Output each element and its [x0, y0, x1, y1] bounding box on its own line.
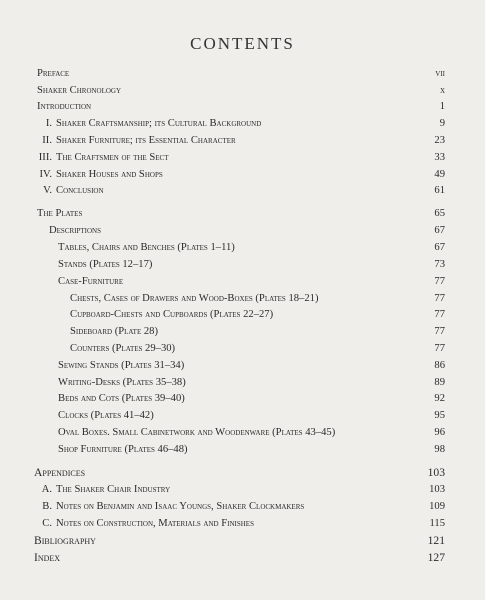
toc-entry-label: Case-Furniture — [58, 276, 124, 287]
toc-entry — [0, 206, 485, 222]
toc-entry-label: Shop Furniture (Plates 46–48) — [58, 444, 188, 455]
toc-entry — [0, 99, 485, 115]
toc-entry-page: 86 — [434, 360, 445, 371]
toc-entry-page: 96 — [434, 427, 445, 438]
toc-entry-label: Introduction — [37, 101, 92, 112]
toc-entry-label: Oval Boxes. Small Cabinetwork and Woodenware (Plates 43–45) — [58, 427, 336, 438]
toc-entry-label: Descriptions — [49, 225, 101, 236]
toc-entry-page: 103 — [427, 466, 445, 479]
toc-entry-label: Clocks (Plates 41–42) — [58, 410, 154, 421]
toc-entry — [0, 324, 485, 340]
toc-entry-page: 77 — [434, 326, 445, 337]
toc-entry-page: 89 — [434, 377, 445, 388]
toc-entry — [0, 341, 485, 357]
toc-entry-page: 67 — [434, 242, 445, 253]
toc-entry-page: 103 — [429, 484, 445, 495]
toc-entry-label: Conclusion — [56, 185, 104, 196]
toc-entry — [0, 150, 485, 166]
toc-entry — [0, 116, 485, 132]
toc-entry-page: 77 — [434, 309, 445, 320]
toc-entry — [0, 425, 485, 441]
toc-entry — [0, 442, 485, 458]
toc-entry-page: 23 — [434, 135, 445, 146]
toc-entry-number: C. — [42, 518, 52, 529]
toc-entry-page: 109 — [429, 501, 445, 512]
toc-entry-label: Stands (Plates 12–17) — [58, 259, 153, 270]
toc-entry-number: V. — [43, 185, 52, 196]
toc-entry — [0, 375, 485, 391]
toc-entry-label: Shaker Chronology — [37, 85, 122, 96]
toc-entry-number: A. — [41, 484, 52, 495]
toc-entry — [0, 358, 485, 374]
toc-entry — [0, 274, 485, 290]
toc-entry-label: Index — [34, 551, 61, 564]
toc-entry-page: 115 — [429, 518, 445, 529]
toc-entry-label: Tables, Chairs and Benches (Plates 1–11) — [58, 242, 235, 253]
toc-entry-label: Counters (Plates 29–30) — [70, 343, 176, 354]
toc-entry-page: 67 — [434, 225, 445, 236]
toc-entry — [0, 307, 485, 323]
toc-entry — [0, 257, 485, 273]
toc-entry-label: The Plates — [37, 208, 83, 219]
toc-entry — [0, 240, 485, 256]
toc-entry — [0, 391, 485, 407]
toc-entry-number: B. — [42, 501, 52, 512]
toc-entry-number: I. — [45, 118, 52, 129]
toc-entry-number: II. — [42, 135, 52, 146]
toc-entry-page: 127 — [427, 551, 445, 564]
toc-entry-page: 92 — [434, 393, 445, 404]
toc-entry-page: 77 — [434, 343, 445, 354]
toc-entry-page: 121 — [427, 534, 445, 547]
toc-entry — [0, 408, 485, 424]
toc-entry-page: 95 — [434, 410, 445, 421]
toc-entry-label: Shaker Furniture; its Essential Character — [56, 135, 236, 146]
toc-entry-label: Writing-Desks (Plates 35–38) — [58, 377, 186, 388]
toc-entry — [0, 167, 485, 183]
toc-entry — [0, 223, 485, 239]
toc-entry-label: Sewing Stands (Plates 31–34) — [58, 360, 185, 371]
toc-entry-label: Preface — [37, 68, 70, 79]
toc-entry-label: Cupboard-Chests and Cupboards (Plates 22–27) — [70, 309, 274, 320]
toc-entry — [0, 133, 485, 149]
toc-entry-label: Chests, Cases of Drawers and Wood-Boxes (Plates 18–21) — [70, 293, 319, 304]
toc-entry — [0, 465, 485, 481]
toc-entry-page: 61 — [434, 185, 445, 196]
toc-entry-label: Beds and Cots (Plates 39–40) — [58, 393, 185, 404]
toc-entry-page: 49 — [434, 169, 445, 180]
toc-entry — [0, 533, 485, 549]
toc-entry-label: Notes on Construction, Materials and Finishes — [56, 518, 254, 529]
toc-entry-page: 73 — [434, 259, 445, 270]
toc-entry-page: 1 — [439, 101, 445, 112]
toc-entry-page: 77 — [434, 293, 445, 304]
toc-entry-label: Bibliography — [34, 534, 96, 547]
toc-entry — [0, 482, 485, 498]
toc-entry — [0, 499, 485, 515]
toc-entry-label: Appendices — [34, 466, 86, 479]
toc-entry — [0, 516, 485, 532]
toc-entry-label: The Craftsmen of the Sect — [56, 152, 169, 163]
toc-entry-label: Shaker Houses and Shops — [56, 169, 163, 180]
toc-entry-number: III. — [38, 152, 52, 163]
toc-entry — [0, 291, 485, 307]
toc-entry-page: x — [439, 85, 445, 96]
toc-entry-page: 9 — [439, 118, 445, 129]
page-title: CONTENTS — [190, 34, 295, 53]
toc-entry-page: 98 — [434, 444, 445, 455]
toc-entry-label: Notes on Benjamin and Isaac Youngs, Shaker Clockmakers — [56, 501, 305, 512]
toc-entry — [0, 550, 485, 566]
toc-entry-label: The Shaker Chair Industry — [56, 484, 171, 495]
toc-entry-page: 65 — [434, 208, 445, 219]
toc-entry — [0, 83, 485, 99]
toc-entry-label: Shaker Craftsmanship; its Cultural Background — [56, 118, 262, 129]
toc-entry-page: vii — [435, 68, 445, 79]
toc-entry-page: 77 — [434, 276, 445, 287]
toc-entry-page: 33 — [434, 152, 445, 163]
toc-entry — [0, 66, 485, 82]
toc-entry-label: Sideboard (Plate 28) — [70, 326, 159, 337]
toc-entry — [0, 183, 485, 199]
toc-entry-number: IV. — [39, 169, 52, 180]
